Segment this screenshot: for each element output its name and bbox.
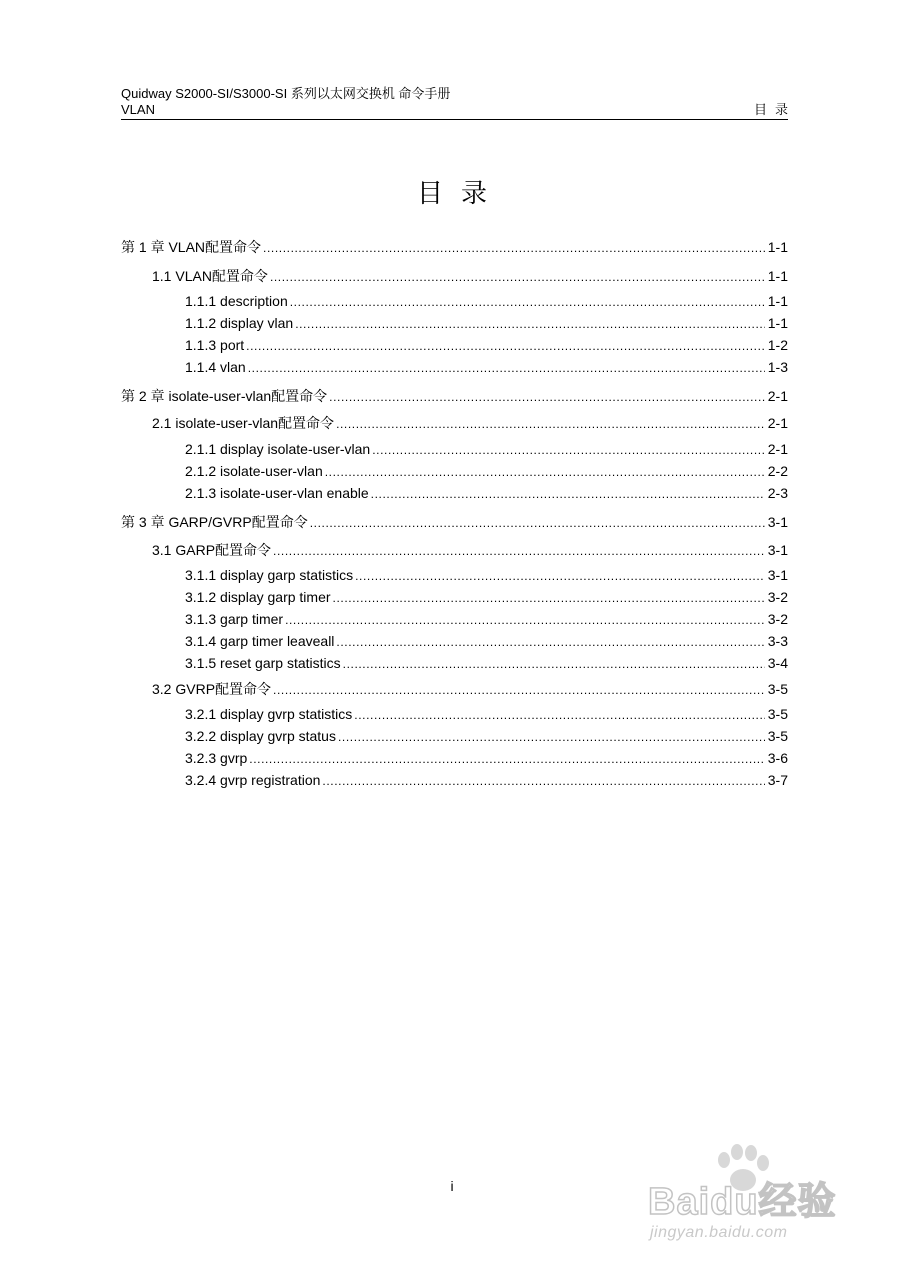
- toc-entry-subsection[interactable]: [185, 725, 788, 747]
- toc-entry-page: 3-7: [767, 772, 788, 788]
- toc-entry-title: 2.1 isolate-user-vlan配置命令: [152, 415, 335, 431]
- toc-entry-page: 3-5: [767, 681, 788, 697]
- toc-entry-page: 1-1: [767, 315, 788, 331]
- toc-entry-subsection[interactable]: [185, 482, 788, 504]
- toc-entry-page: 3-4: [767, 655, 788, 671]
- toc-leader-dots: [355, 565, 765, 587]
- toc-entry-subsection[interactable]: [185, 356, 788, 378]
- header-divider: [121, 119, 788, 120]
- toc-entry-page: 3-5: [767, 728, 788, 744]
- toc-entry-title: 3.1.4 garp timer leaveall: [185, 633, 335, 649]
- toc-leader-dots: [325, 461, 765, 483]
- toc-leader-dots: [270, 266, 765, 288]
- toc-leader-dots: [372, 439, 765, 461]
- toc-entry-title: 第 1 章 VLAN配置命令: [121, 239, 262, 255]
- toc-leader-dots: [338, 726, 765, 748]
- toc-entry-title: 2.1.3 isolate-user-vlan enable: [185, 485, 369, 501]
- watermark-brand: Baidu经验: [648, 1181, 837, 1223]
- toc-entry-page: 3-2: [767, 589, 788, 605]
- toc-entry-title: 3.2.3 gvrp: [185, 750, 248, 766]
- toc-entry-page: 2-2: [767, 463, 788, 479]
- toc-entry-page: 1-1: [767, 293, 788, 309]
- toc-leader-dots: [249, 748, 765, 770]
- toc-entry-title: 1.1 VLAN配置命令: [152, 268, 268, 284]
- toc-entry-subsection[interactable]: [185, 703, 788, 725]
- toc-leader-dots: [273, 540, 765, 562]
- baidu-watermark: [640, 1140, 900, 1270]
- toc-leader-dots: [295, 313, 765, 335]
- toc-leader-dots: [354, 704, 764, 726]
- toc-entry-page: 2-1: [767, 388, 788, 404]
- toc-entry-section[interactable]: [152, 539, 788, 561]
- toc-entry-page: 3-6: [767, 750, 788, 766]
- toc-leader-dots: [273, 679, 765, 701]
- toc-entry-subsection[interactable]: [185, 290, 788, 312]
- toc-entry-subsection[interactable]: [185, 312, 788, 334]
- toc-entry-subsection[interactable]: [185, 460, 788, 482]
- toc-entry-page: 2-1: [767, 415, 788, 431]
- toc-entry-page: 3-1: [767, 542, 788, 558]
- page-header: [121, 86, 796, 118]
- toc-leader-dots: [336, 631, 764, 653]
- page-number: i: [450, 1178, 454, 1194]
- toc-entry-page: 1-1: [767, 268, 788, 284]
- toc-leader-dots: [246, 335, 765, 357]
- toc-entry-title: 3.2.4 gvrp registration: [185, 772, 321, 788]
- toc-leader-dots: [371, 483, 765, 505]
- toc-leader-dots: [310, 512, 765, 534]
- toc-leader-dots: [336, 413, 765, 435]
- toc-entry-title: 1.1.1 description: [185, 293, 288, 309]
- toc-entry-chapter[interactable]: [121, 236, 788, 258]
- toc-leader-dots: [263, 237, 765, 259]
- toc-entry-page: 3-2: [767, 611, 788, 627]
- toc-entry-page: 1-1: [767, 239, 788, 255]
- toc-entry-subsection[interactable]: [185, 608, 788, 630]
- toc-leader-dots: [333, 587, 765, 609]
- toc-leader-dots: [329, 386, 765, 408]
- toc-entry-title: 3.1.3 garp timer: [185, 611, 284, 627]
- toc-entry-title: 1.1.3 port: [185, 337, 245, 353]
- header-section: 目录: [753, 102, 796, 117]
- toc-entry-title: 第 3 章 GARP/GVRP配置命令: [121, 514, 308, 530]
- toc-leader-dots: [343, 653, 765, 675]
- header-subtitle: VLAN: [121, 102, 155, 117]
- toc-entry-title: 2.1.1 display isolate-user-vlan: [185, 441, 371, 457]
- toc-entry-title: 3.2.2 display gvrp status: [185, 728, 336, 744]
- toc-entry-subsection[interactable]: [185, 438, 788, 460]
- toc-entry-page: 3-5: [767, 706, 788, 722]
- toc-entry-title: 1.1.2 display vlan: [185, 315, 294, 331]
- toc-leader-dots: [322, 770, 764, 792]
- toc-entry-section[interactable]: [152, 678, 788, 700]
- toc-entry-page: 1-3: [767, 359, 788, 375]
- toc-entry-page: 2-1: [767, 441, 788, 457]
- toc-entry-page: 1-2: [767, 337, 788, 353]
- toc-entry-subsection[interactable]: [185, 586, 788, 608]
- toc-leader-dots: [285, 609, 765, 631]
- toc-entry-title: 3.1 GARP配置命令: [152, 542, 272, 558]
- toc-entry-title: 3.1.5 reset garp statistics: [185, 655, 341, 671]
- toc-entry-page: 3-1: [767, 514, 788, 530]
- toc-entry-page: 3-3: [767, 633, 788, 649]
- toc-entry-section[interactable]: [152, 265, 788, 287]
- toc-entry-title: 3.1.1 display garp statistics: [185, 567, 354, 583]
- toc-entry-section[interactable]: [152, 412, 788, 434]
- toc-entry-title: 3.1.2 display garp timer: [185, 589, 331, 605]
- toc-entry-chapter[interactable]: [121, 511, 788, 533]
- toc-entry-title: 3.2.1 display gvrp statistics: [185, 706, 353, 722]
- toc-leader-dots: [248, 357, 765, 379]
- toc-entry-title: 3.2 GVRP配置命令: [152, 681, 272, 697]
- page-title: 目录: [416, 179, 505, 209]
- toc-entry-chapter[interactable]: [121, 385, 788, 407]
- toc-entry-page: 3-1: [767, 567, 788, 583]
- toc-entry-subsection[interactable]: [185, 652, 788, 674]
- toc-entry-subsection[interactable]: [185, 747, 788, 769]
- toc-entry-title: 2.1.2 isolate-user-vlan: [185, 463, 323, 479]
- toc-entry-subsection[interactable]: [185, 769, 788, 791]
- toc-entry-subsection[interactable]: [185, 630, 788, 652]
- header-title: Quidway S2000-SI/S3000-SI 系列以太网交换机 命令手册: [121, 86, 451, 101]
- toc-entry-subsection[interactable]: [185, 334, 788, 356]
- toc-entry-subsection[interactable]: [185, 564, 788, 586]
- toc-leader-dots: [290, 291, 765, 313]
- toc-entry-title: 第 2 章 isolate-user-vlan配置命令: [121, 388, 328, 404]
- toc-entry-page: 2-3: [767, 485, 788, 501]
- toc-entry-title: 1.1.4 vlan: [185, 359, 246, 375]
- watermark-url: jingyan.baidu.com: [650, 1224, 788, 1241]
